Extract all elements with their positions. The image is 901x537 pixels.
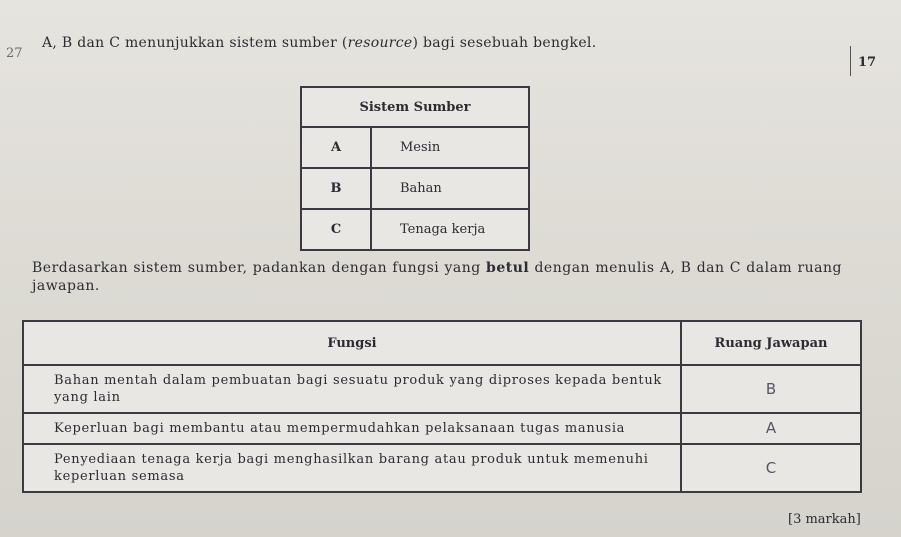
fungsi-description: Bahan mentah dalam pembuatan bagi sesuatu produk yang diproses kepada bentuk yang lain bbox=[23, 365, 681, 413]
table-row bbox=[23, 413, 861, 444]
instruction-text: Berdasarkan sistem sumber, padankan dengan fungsi yang betul dengan menulis A, B dan C dalam ruang jawapan. bbox=[32, 260, 842, 294]
question-number: 27 bbox=[6, 46, 23, 61]
table-row bbox=[23, 444, 861, 492]
sistem-sumber-table bbox=[300, 86, 530, 251]
fungsi-header: Fungsi bbox=[23, 321, 681, 365]
question-text: A, B dan C menunjukkan sistem sumber (resource) bagi sesebuah bengkel. bbox=[42, 35, 597, 51]
sistem-sumber-header: Sistem Sumber bbox=[301, 87, 529, 127]
fungsi-description: Keperluan bagi membantu atau mempermudahkan pelaksanaan tugas manusia bbox=[23, 413, 681, 444]
page-number: 17 bbox=[858, 55, 877, 70]
answer-cell[interactable]: B bbox=[681, 365, 861, 413]
fungsi-description: Penyediaan tenaga kerja bagi menghasilkan barang atau produk untuk memenuhi keperluan semasa bbox=[23, 444, 681, 492]
question-italic-term: resource bbox=[347, 35, 413, 51]
table-row bbox=[301, 127, 529, 168]
sumber-key: C bbox=[301, 209, 371, 250]
answer-cell[interactable]: A bbox=[681, 413, 861, 444]
table-row bbox=[301, 209, 529, 250]
instruction-bold-word: betul bbox=[486, 260, 530, 276]
sumber-key: A bbox=[301, 127, 371, 168]
markah-label: [3 markah] bbox=[788, 512, 861, 527]
table-row bbox=[301, 168, 529, 209]
sumber-value: Mesin bbox=[371, 127, 529, 168]
answer-cell[interactable]: C bbox=[681, 444, 861, 492]
sumber-value: Bahan bbox=[371, 168, 529, 209]
fungsi-table bbox=[22, 320, 862, 493]
sumber-key: B bbox=[301, 168, 371, 209]
table-row bbox=[23, 365, 861, 413]
sumber-value: Tenaga kerja bbox=[371, 209, 529, 250]
ruang-jawapan-header: Ruang Jawapan bbox=[681, 321, 861, 365]
